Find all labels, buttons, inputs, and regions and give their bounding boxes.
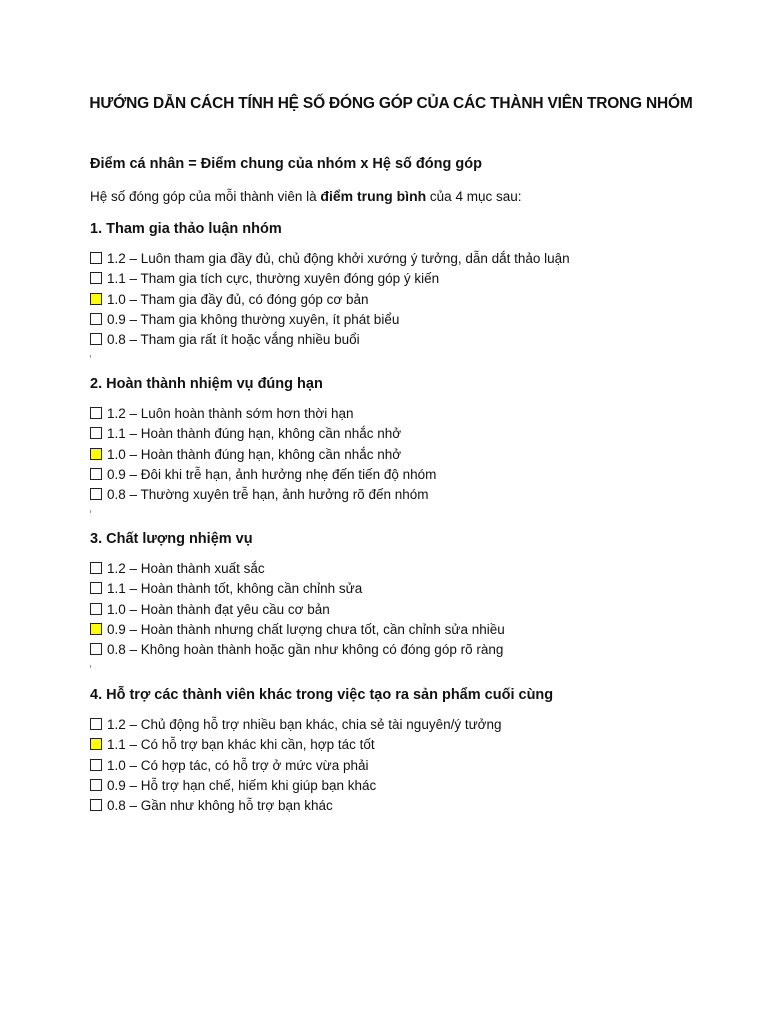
option-label: 0.8 – Thường xuyên trễ hạn, ảnh hưởng rõ đến nhóm — [107, 487, 429, 503]
section-heading: 2. Hoàn thành nhiệm vụ đúng hạn — [90, 376, 323, 392]
checkbox-icon[interactable] — [90, 562, 102, 574]
intro-suffix: của 4 mục sau: — [426, 189, 522, 204]
option-label: 0.9 – Hoàn thành nhưng chất lượng chưa tốt, cần chỉnh sửa nhiều — [107, 621, 505, 637]
option-item[interactable] — [90, 640, 730, 660]
score-formula: Điểm cá nhân = Điểm chung của nhóm x Hệ số đóng góp — [90, 156, 482, 172]
paragraph-mark — [90, 510, 91, 513]
checkbox-icon[interactable] — [90, 779, 102, 791]
option-item[interactable] — [90, 445, 730, 465]
option-label: 1.0 – Tham gia đầy đủ, có đóng góp cơ bản — [107, 291, 369, 307]
intro-prefix: Hệ số đóng góp của mỗi thành viên là — [90, 189, 321, 204]
option-label: 1.2 – Hoàn thành xuất sắc — [107, 561, 265, 576]
checkbox-icon[interactable] — [90, 448, 102, 460]
checkbox-icon[interactable] — [90, 293, 102, 305]
option-label: 1.1 – Tham gia tích cực, thường xuyên đóng góp ý kiến — [107, 271, 440, 287]
checkbox-icon[interactable] — [90, 643, 102, 655]
option-item[interactable] — [90, 579, 730, 599]
section-quality — [90, 529, 730, 668]
option-label: 1.1 – Hoàn thành tốt, không cần chỉnh sửa — [107, 581, 363, 597]
option-list — [90, 715, 730, 816]
option-item[interactable] — [90, 776, 730, 796]
option-item[interactable] — [90, 600, 730, 620]
option-item[interactable] — [90, 424, 730, 444]
paragraph-mark — [90, 665, 91, 668]
checkbox-icon[interactable] — [90, 407, 102, 419]
section-heading: 3. Chất lượng nhiệm vụ — [90, 531, 253, 547]
checkbox-icon[interactable] — [90, 582, 102, 594]
option-item[interactable] — [90, 290, 730, 310]
option-list — [90, 249, 730, 350]
option-label: 0.8 – Gần như không hỗ trợ bạn khác — [107, 798, 333, 814]
checkbox-icon[interactable] — [90, 718, 102, 730]
option-item[interactable] — [90, 485, 730, 505]
option-label: 1.0 – Hoàn thành đạt yêu cầu cơ bản — [107, 601, 330, 617]
checkbox-icon[interactable] — [90, 759, 102, 771]
option-list — [90, 404, 730, 505]
option-item[interactable] — [90, 269, 730, 289]
checkbox-icon[interactable] — [90, 738, 102, 750]
option-label: 1.1 – Có hỗ trợ bạn khác khi cần, hợp tác tốt — [107, 737, 375, 753]
section-heading: 4. Hỗ trợ các thành viên khác trong việc tạo ra sản phẩm cuối cùng — [90, 687, 554, 703]
option-label: 0.9 – Hỗ trợ hạn chế, hiếm khi giúp bạn khác — [107, 777, 377, 793]
option-item[interactable] — [90, 310, 730, 330]
checkbox-icon[interactable] — [90, 252, 102, 264]
paragraph-mark — [90, 355, 91, 358]
intro-bold: điểm trung bình — [320, 188, 427, 204]
checkbox-icon[interactable] — [90, 468, 102, 480]
option-item[interactable] — [90, 465, 730, 485]
option-item[interactable] — [90, 735, 730, 755]
checkbox-icon[interactable] — [90, 333, 102, 345]
option-item[interactable] — [90, 249, 730, 269]
option-label: 0.8 – Tham gia rất ít hoặc vắng nhiều buổi — [107, 332, 360, 348]
checkbox-icon[interactable] — [90, 603, 102, 615]
section-deadline — [90, 374, 730, 513]
option-label: 1.0 – Có hợp tác, có hỗ trợ ở mức vừa phải — [107, 757, 369, 773]
option-label: 1.0 – Hoàn thành đúng hạn, không cần nhắc nhở — [107, 446, 402, 462]
option-item[interactable] — [90, 404, 730, 424]
option-label: 1.2 – Luôn hoàn thành sớm hơn thời hạn — [107, 406, 354, 421]
option-list — [90, 559, 730, 660]
option-item[interactable] — [90, 559, 730, 579]
checkbox-icon[interactable] — [90, 799, 102, 811]
document-title: HƯỚNG DẪN CÁCH TÍNH HỆ SỐ ĐÓNG GÓP CỦA CÁC THÀNH VIÊN TRONG NHÓM — [89, 95, 693, 112]
section-heading: 1. Tham gia thảo luận nhóm — [90, 221, 282, 237]
section-participation — [90, 219, 730, 358]
option-label: 0.9 – Đôi khi trễ hạn, ảnh hưởng nhẹ đến tiến độ nhóm — [107, 466, 437, 482]
option-label: 0.8 – Không hoàn thành hoặc gần như không có đóng góp rõ ràng — [107, 642, 504, 658]
option-item[interactable] — [90, 796, 730, 816]
option-label: 1.2 – Chủ động hỗ trợ nhiều bạn khác, chia sẻ tài nguyên/ý tưởng — [107, 717, 502, 732]
checkbox-icon[interactable] — [90, 488, 102, 500]
intro-text — [90, 188, 521, 204]
option-item[interactable] — [90, 330, 730, 350]
option-label: 0.9 – Tham gia không thường xuyên, ít phát biểu — [107, 311, 400, 327]
option-label: 1.1 – Hoàn thành đúng hạn, không cần nhắc nhở — [107, 426, 402, 442]
option-label: 1.2 – Luôn tham gia đầy đủ, chủ động khởi xướng ý tưởng, dẫn dắt thảo luận — [107, 251, 570, 266]
checkbox-icon[interactable] — [90, 623, 102, 635]
checkbox-icon[interactable] — [90, 272, 102, 284]
option-item[interactable] — [90, 715, 730, 735]
option-item[interactable] — [90, 620, 730, 640]
section-support — [90, 685, 730, 816]
checkbox-icon[interactable] — [90, 427, 102, 439]
checkbox-icon[interactable] — [90, 313, 102, 325]
option-item[interactable] — [90, 756, 730, 776]
